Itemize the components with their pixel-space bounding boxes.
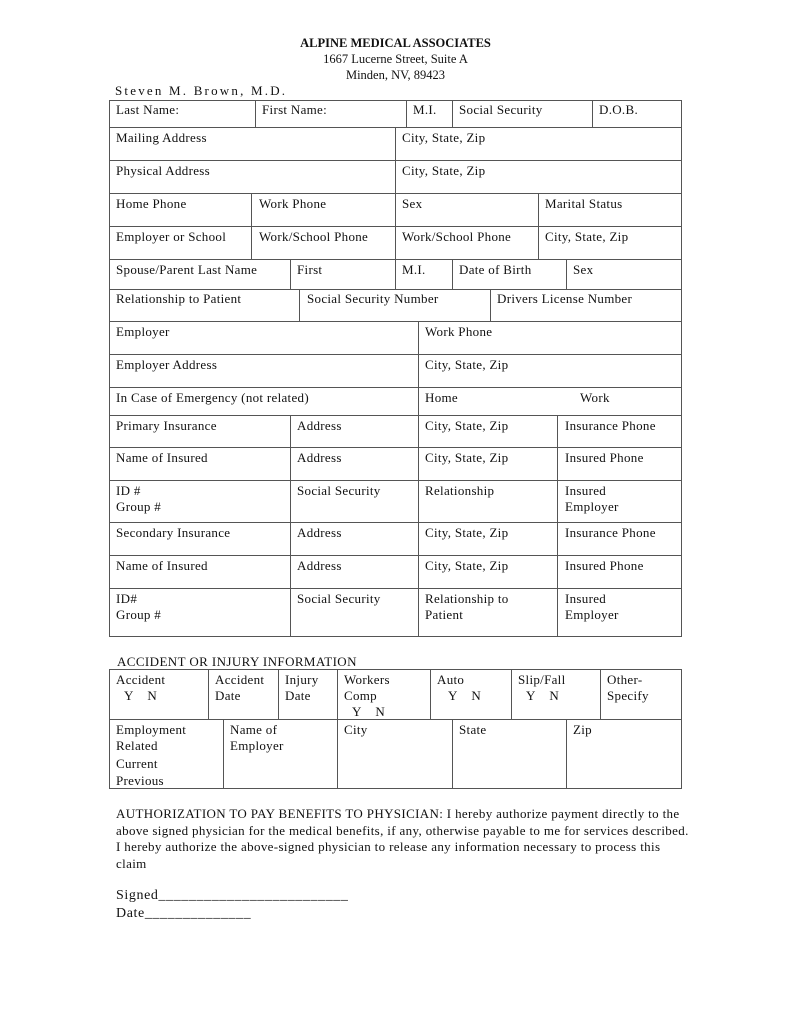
primary-insured-city-field[interactable]: City, State, Zip [425, 450, 509, 465]
grid-line [299, 289, 300, 321]
employment-related-label-2: Related [116, 738, 158, 753]
spouse-work-phone-field[interactable]: Work Phone [425, 324, 493, 339]
secondary-insurance-city-field[interactable]: City, State, Zip [425, 525, 509, 540]
spouse-last-name-field[interactable]: Spouse/Parent Last Name [116, 262, 258, 277]
secondary-id-field[interactable]: ID# [116, 591, 138, 606]
employment-current-option[interactable]: Current [116, 756, 158, 771]
drivers-license-field[interactable]: Drivers License Number [497, 291, 633, 306]
social-security-field[interactable]: Social Security [459, 102, 543, 117]
spouse-ssn-field[interactable]: Social Security Number [307, 291, 439, 306]
grid-line [109, 719, 682, 720]
grid-line [290, 259, 291, 289]
grid-line [681, 669, 682, 789]
grid-line [109, 588, 682, 589]
grid-line [278, 669, 279, 719]
school-city-state-zip-field[interactable]: City, State, Zip [545, 229, 629, 244]
other-specify-field[interactable]: Other- [607, 672, 643, 687]
physical-city-state-zip-field[interactable]: City, State, Zip [402, 163, 486, 178]
grid-line [395, 226, 396, 259]
secondary-insured-employer-label[interactable]: Insured [565, 591, 607, 606]
relationship-to-patient-field[interactable]: Relationship to Patient [116, 291, 242, 306]
secondary-insurance-phone-field[interactable]: Insurance Phone [565, 525, 656, 540]
authorization-text: AUTHORIZATION TO PAY BENEFITS TO PHYSICIAN: I hereby authorize payment directly to the above signed physician for the medical benefits, if any, otherwise payable to me for services described. I hereby authorize the above-signed physician to release any information necessary to process this claim [116, 806, 689, 871]
grid-line [452, 719, 453, 788]
grid-line [337, 719, 338, 788]
grid-line [109, 480, 682, 481]
marital-status-field[interactable]: Marital Status [545, 196, 623, 211]
primary-insured-employer-label-2[interactable]: Employer [565, 499, 619, 514]
secondary-relationship-field-2[interactable]: Patient [425, 607, 464, 622]
first-name-field[interactable]: First Name: [262, 102, 328, 117]
accident-field[interactable]: Accident [116, 672, 166, 687]
accident-zip-field[interactable]: Zip [573, 722, 592, 737]
grid-line [430, 669, 431, 719]
grid-line [337, 669, 338, 719]
workers-comp-yn-toggle[interactable]: Y N [352, 704, 386, 719]
sex-field[interactable]: Sex [402, 196, 423, 211]
practice-name: ALPINE MEDICAL ASSOCIATES [300, 36, 491, 50]
grid-line [406, 100, 407, 127]
injury-date-field-2[interactable]: Date [285, 688, 311, 703]
accident-state-field[interactable]: State [459, 722, 487, 737]
signature-line[interactable]: Signed_________________________ [116, 888, 349, 903]
accident-employer-name-field[interactable]: Name of [230, 722, 278, 737]
other-specify-field-2[interactable]: Specify [607, 688, 649, 703]
secondary-insurance-field[interactable]: Secondary Insurance [116, 525, 231, 540]
accident-section-title: ACCIDENT OR INJURY INFORMATION [117, 654, 357, 669]
accident-date-field[interactable]: Accident [215, 672, 265, 687]
grid-line [452, 259, 453, 289]
grid-line [255, 100, 256, 127]
primary-group-field[interactable]: Group # [116, 499, 162, 514]
slip-fall-yn-toggle[interactable]: Y N [526, 688, 560, 703]
injury-date-field[interactable]: Injury [285, 672, 319, 687]
emergency-contact-field[interactable]: In Case of Emergency (not related) [116, 390, 309, 405]
grid-line [109, 289, 682, 290]
slip-fall-field[interactable]: Slip/Fall [518, 672, 566, 687]
spouse-dob-field[interactable]: Date of Birth [459, 262, 532, 277]
grid-line [208, 669, 209, 719]
last-name-field[interactable]: Last Name: [116, 102, 180, 117]
spouse-sex-field[interactable]: Sex [573, 262, 594, 277]
employment-related-label: Employment [116, 722, 187, 737]
secondary-insured-city-field[interactable]: City, State, Zip [425, 558, 509, 573]
primary-insurance-address-field[interactable]: Address [297, 418, 342, 433]
secondary-relationship-field[interactable]: Relationship to [425, 591, 509, 606]
grid-line [223, 719, 224, 788]
primary-relationship-field[interactable]: Relationship [425, 483, 495, 498]
grid-line [557, 415, 558, 636]
secondary-group-field[interactable]: Group # [116, 607, 162, 622]
emergency-home-field[interactable]: Home [425, 390, 458, 405]
primary-insured-employer-label[interactable]: Insured [565, 483, 607, 498]
date-line[interactable]: Date______________ [116, 906, 252, 921]
accident-city-field[interactable]: City [344, 722, 368, 737]
grid-line [290, 415, 291, 636]
work-school-phone-field-2[interactable]: Work/School Phone [402, 229, 512, 244]
work-phone-field[interactable]: Work Phone [259, 196, 327, 211]
practice-city: Minden, NV, 89423 [345, 68, 446, 82]
primary-insured-address-field[interactable]: Address [297, 450, 342, 465]
grid-line [109, 447, 682, 448]
work-school-phone-field[interactable]: Work/School Phone [259, 229, 369, 244]
grid-line [490, 289, 491, 321]
primary-insured-phone-field[interactable]: Insured Phone [565, 450, 644, 465]
practice-street: 1667 Lucerne Street, Suite A [323, 52, 468, 66]
grid-line [681, 100, 682, 637]
secondary-insured-employer-label-2[interactable]: Employer [565, 607, 619, 622]
spouse-mi-field[interactable]: M.I. [402, 262, 426, 277]
accident-date-field-2[interactable]: Date [215, 688, 241, 703]
mailing-city-state-zip-field[interactable]: City, State, Zip [402, 130, 486, 145]
primary-id-field[interactable]: ID # [116, 483, 141, 498]
employer-address-field[interactable]: Employer Address [116, 357, 218, 372]
grid-line [538, 226, 539, 259]
workers-comp-field[interactable]: Workers [344, 672, 390, 687]
secondary-insured-ssn-field[interactable]: Social Security [297, 591, 381, 606]
secondary-insured-phone-field[interactable]: Insured Phone [565, 558, 644, 573]
primary-name-of-insured-field[interactable]: Name of Insured [116, 450, 208, 465]
spouse-first-name-field[interactable]: First [297, 262, 323, 277]
middle-initial-field[interactable]: M.I. [413, 102, 437, 117]
grid-line [395, 193, 396, 226]
grid-line [109, 522, 682, 523]
secondary-insurance-address-field[interactable]: Address [297, 525, 342, 540]
grid-line [452, 100, 453, 127]
grid-line [109, 354, 682, 355]
dob-field[interactable]: D.O.B. [599, 102, 638, 117]
grid-line [109, 415, 682, 416]
grid-line [600, 669, 601, 719]
spouse-employer-field[interactable]: Employer [116, 324, 170, 339]
doctor-name: Steven M. Brown, M.D. [115, 83, 288, 98]
grid-line [511, 669, 512, 719]
workers-comp-field-2[interactable]: Comp [344, 688, 377, 703]
grid-line [395, 259, 396, 289]
grid-line [109, 669, 110, 789]
primary-insured-ssn-field[interactable]: Social Security [297, 483, 381, 498]
grid-line [109, 555, 682, 556]
grid-line [566, 259, 567, 289]
primary-insurance-field[interactable]: Primary Insurance [116, 418, 217, 433]
grid-line [418, 321, 419, 415]
accident-yn-toggle[interactable]: Y N [124, 688, 158, 703]
secondary-name-of-insured-field[interactable]: Name of Insured [116, 558, 208, 573]
grid-line [538, 193, 539, 226]
grid-line [109, 669, 682, 670]
emergency-work-field[interactable]: Work [580, 390, 610, 405]
employer-city-state-zip-field[interactable]: City, State, Zip [425, 357, 509, 372]
grid-line [395, 127, 396, 193]
grid-line [109, 387, 682, 388]
auto-field[interactable]: Auto [437, 672, 465, 687]
home-phone-field[interactable]: Home Phone [116, 196, 187, 211]
secondary-insured-address-field[interactable]: Address [297, 558, 342, 573]
grid-line [109, 100, 682, 101]
grid-line [109, 788, 682, 789]
primary-insurance-city-field[interactable]: City, State, Zip [425, 418, 509, 433]
grid-line [251, 226, 252, 259]
primary-insurance-phone-field[interactable]: Insurance Phone [565, 418, 656, 433]
grid-line [566, 719, 567, 788]
employment-previous-option[interactable]: Previous [116, 773, 164, 788]
grid-line [109, 321, 682, 322]
physical-address-field[interactable]: Physical Address [116, 163, 210, 178]
grid-line [418, 415, 419, 636]
grid-line [109, 100, 110, 637]
employer-or-school-field[interactable]: Employer or School [116, 229, 227, 244]
grid-line [251, 193, 252, 226]
accident-employer-name-field-2[interactable]: Employer [230, 738, 284, 753]
auto-yn-toggle[interactable]: Y N [448, 688, 482, 703]
grid-line [109, 636, 682, 637]
mailing-address-field[interactable]: Mailing Address [116, 130, 207, 145]
grid-line [592, 100, 593, 127]
